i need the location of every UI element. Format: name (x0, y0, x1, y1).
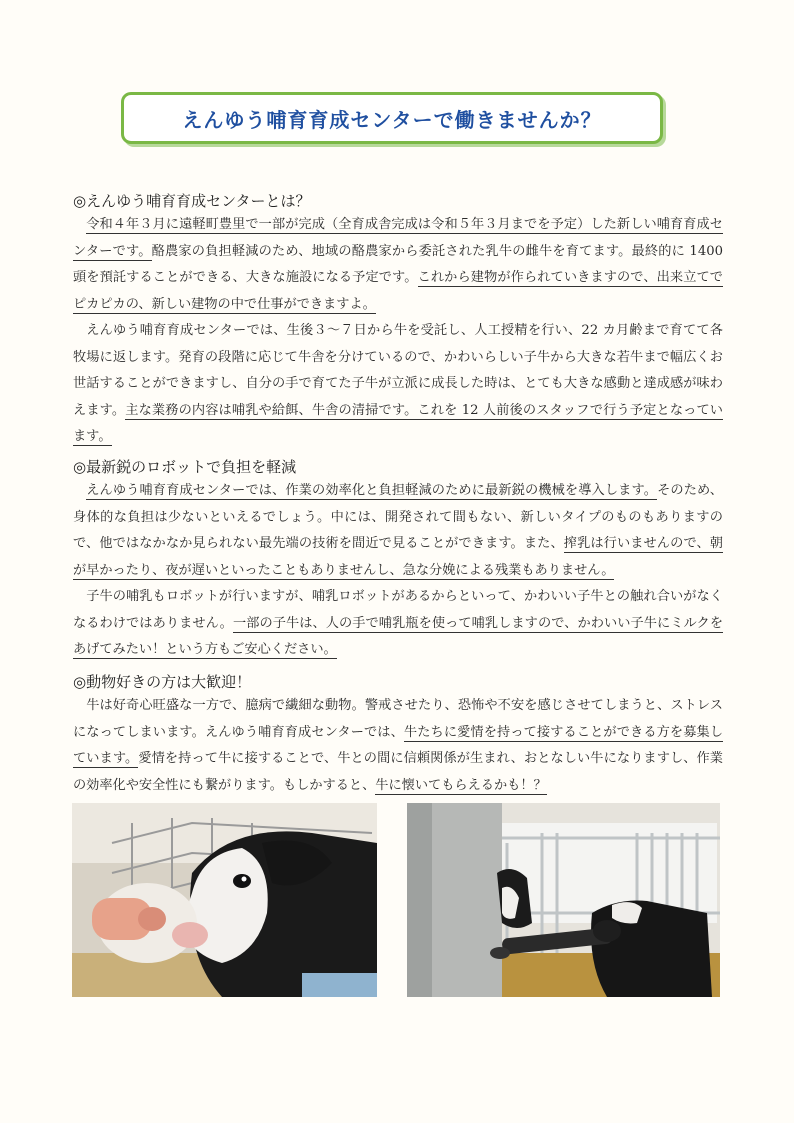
underlined-text: 一部の子牛は、人の手で哺乳瓶を使って哺乳しますので、かわいい子牛にミルクをあげてみたい！という方もご安心ください。 (73, 615, 724, 657)
underlined-text: これから建物が作られていきますので、出来立てでピカピカの、新しい建物の中で仕事ができますよ。 (73, 270, 723, 312)
body-text: 牛は好奇心旺盛な一方で、臆病で繊細な動物。警戒させたり、恐怖や不安を感じさせてしまうと、ストレスになってしまいます。えんゆう哺育育成センターでは、 (73, 698, 723, 740)
section-robots (73, 456, 723, 664)
title-box (121, 92, 663, 144)
underlined-text: 搾乳は行いませんので、朝が早かったり、夜が遅いといったこともありませんし、急な分娩による残業もありません。 (73, 536, 723, 578)
paragraph (73, 693, 723, 799)
underlined-text: えんゆう哺育育成センターでは、作業の効率化と負担軽減のために最新鋭の機械を導入します。 (86, 483, 658, 498)
body-text: そのため、身体的な負担は少ないといえるでしょう。中には、開発されて間もない、新しいタイプのものもありますので、他ではなかなか見られない最先端の技術を間近で見ることができます。また、 (73, 483, 723, 551)
calf-bottle-photo (72, 803, 377, 997)
section-heading: ◎最新鋭のロボットで負担を軽減 (73, 458, 297, 476)
underlined-text: 令和４年３月に遠軽町豊里で一部が完成（全育成舎完成は令和５年３月までを予定）した新しい哺育育成センターです。 (73, 217, 723, 259)
paragraph (73, 584, 723, 664)
paragraph (73, 318, 723, 451)
section-heading: ◎えんゆう哺育育成センターとは？ (73, 192, 311, 210)
page-title: えんゆう哺育育成センターで働きませんか？ (182, 107, 602, 132)
section-animal-lovers (73, 671, 723, 799)
calf-robot-feeder-photo (407, 803, 720, 997)
section-heading: ◎動物好きの方は大歓迎！ (73, 673, 252, 691)
body-text: 酪農家の負担軽減のため、地域の酪農家から委託された乳牛の雌牛を育てます。最終的に 1400 頭を預託することができる、大きな施設になる予定です。 (73, 243, 723, 285)
paragraph (73, 478, 723, 584)
body-text: 愛情を持って牛に接することで、牛との間に信頼関係が生まれ、おとなしい牛になりますし、作業の効率化や安全性にも繋がります。もしかすると、 (73, 751, 723, 793)
section-about (73, 190, 723, 451)
paragraph (73, 212, 723, 318)
underlined-text: 牛に懐いてもらえるかも！？ (375, 777, 547, 793)
body-text: 子牛の哺乳もロボットが行いますが、哺乳ロボットがあるからといって、かわいい子牛との触れ合いがなくなるわけではありません。 (73, 589, 723, 631)
underlined-text: 牛たちに愛情を持って接することができる方を募集しています。 (73, 724, 724, 766)
underlined-text: 主な業務の内容は哺乳や給餌、牛舎の清掃です。これを 12 人前後のスタッフで行う予定となっています。 (73, 402, 723, 444)
body-text: えんゆう哺育育成センターでは、生後３～７日から牛を受託し、人工授精を行い、22 カ月齢まで育てて各牧場に返します。発育の段階に応じて牛舎を分けているので、かわいらしい子牛から大きな若牛まで幅広くお世話することができますし、自分の手で育てた子牛が立派に成長した時は、とても大きな感動と達成感が味わえます。 (73, 323, 723, 418)
